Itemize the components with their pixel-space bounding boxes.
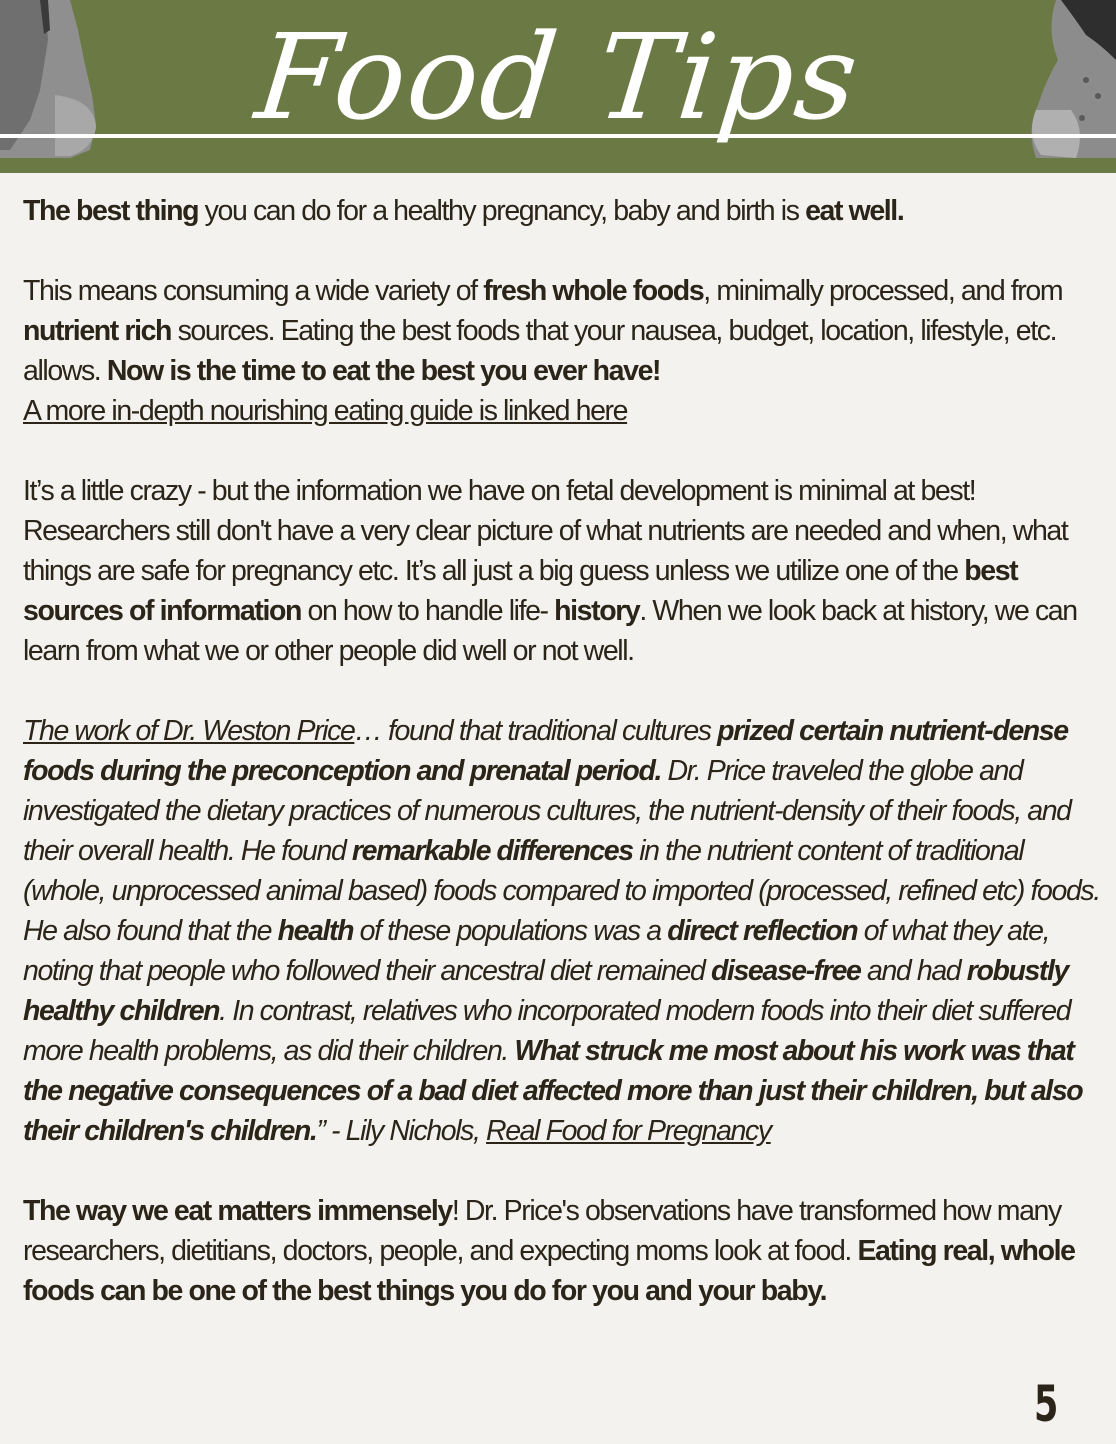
- text: He also found that the: [23, 915, 278, 947]
- page-title: Food Tips: [250, 8, 866, 146]
- text: . When we look back at history, we can learn from what we or other people did well or not well.: [23, 595, 1077, 667]
- intro-paragraph: [23, 191, 1103, 231]
- text: ! Dr. Price's observations have transformed how many researchers, dietitians, doctors, people, and expecting moms look at food.: [23, 1195, 1061, 1267]
- bold-text: history: [554, 595, 640, 627]
- header-banner: [0, 0, 1116, 173]
- text: It’s a little crazy - but the information we have on fetal development is minimal at best! Researchers still don't have a very clear picture of what nutrients are needed and when, what things are safe for pregnancy etc. It’s all just a big guess unless we utilize one of the: [23, 475, 1068, 587]
- bold-text: nutrient rich: [23, 315, 172, 347]
- bold-text: health: [277, 915, 354, 947]
- text: … found that traditional cultures: [354, 715, 718, 747]
- bold-text: Eating real, whole foods can be one of the best things you do for you and your baby.: [23, 1235, 1075, 1307]
- text: in the nutrient content of traditional (whole, unprocessed animal based) foods compared to imported (processed, refined etc) foods.: [23, 835, 1100, 907]
- document-body: [23, 191, 1103, 1311]
- text: This means consuming a wide variety of: [23, 275, 484, 307]
- bold-text: disease-free: [710, 955, 861, 987]
- bold-text: eat well.: [805, 195, 904, 227]
- closing-paragraph: [23, 1191, 1103, 1311]
- text: . In contrast, relatives who incorporated modern foods into their diet suffered more health problems, as did their children.: [23, 995, 1071, 1067]
- weston-price-paragraph: [23, 711, 1103, 911]
- bold-text: The best thing: [23, 195, 199, 227]
- text: sources. Eating the best foods that your nausea, budget, location, lifestyle, etc. allows.: [23, 315, 1057, 387]
- bold-text: Now is the time to eat the best you ever have!: [106, 355, 661, 387]
- weston-price-link[interactable]: The work of Dr. Weston Price: [23, 715, 355, 747]
- bold-text: prized certain nutrient-dense foods during the preconception and prenatal period.: [23, 715, 1068, 787]
- text: , minimally processed, and from: [703, 275, 1063, 307]
- bold-text: direct reflection: [667, 915, 858, 947]
- bold-text: best sources of information: [23, 555, 1018, 627]
- bold-text: The way we eat matters immensely: [23, 1195, 452, 1227]
- text: Dr. Price traveled the globe and investigated the dietary practices of numerous cultures, the nutrient-density of their foods, and their overall health. He found: [23, 755, 1071, 867]
- bold-text: fresh whole foods: [483, 275, 704, 307]
- eating-guide-link[interactable]: A more in-depth nourishing eating guide is linked here: [23, 395, 628, 427]
- text: of these populations was a: [353, 915, 668, 947]
- bold-text: robustly healthy children: [23, 955, 1068, 1027]
- text: you can do for a healthy pregnancy, baby and birth is: [198, 195, 806, 227]
- quote-paragraph: [23, 911, 1103, 1151]
- text: and had: [860, 955, 967, 987]
- bold-text: remarkable differences: [351, 835, 633, 867]
- text: on how to handle life-: [300, 595, 555, 627]
- page-number: 5: [1034, 1375, 1059, 1433]
- book-link[interactable]: Real Food for Pregnancy: [486, 1115, 771, 1147]
- variety-paragraph: [23, 271, 1103, 431]
- bold-text: What struck me most about his work was that the negative consequences of a bad diet affected more than just their children, but also their children's children.: [23, 1035, 1083, 1147]
- text: of what they ate, noting that people who followed their ancestral diet remained: [23, 915, 1050, 987]
- history-paragraph: [23, 471, 1103, 671]
- text: ” - Lily Nichols,: [316, 1115, 487, 1147]
